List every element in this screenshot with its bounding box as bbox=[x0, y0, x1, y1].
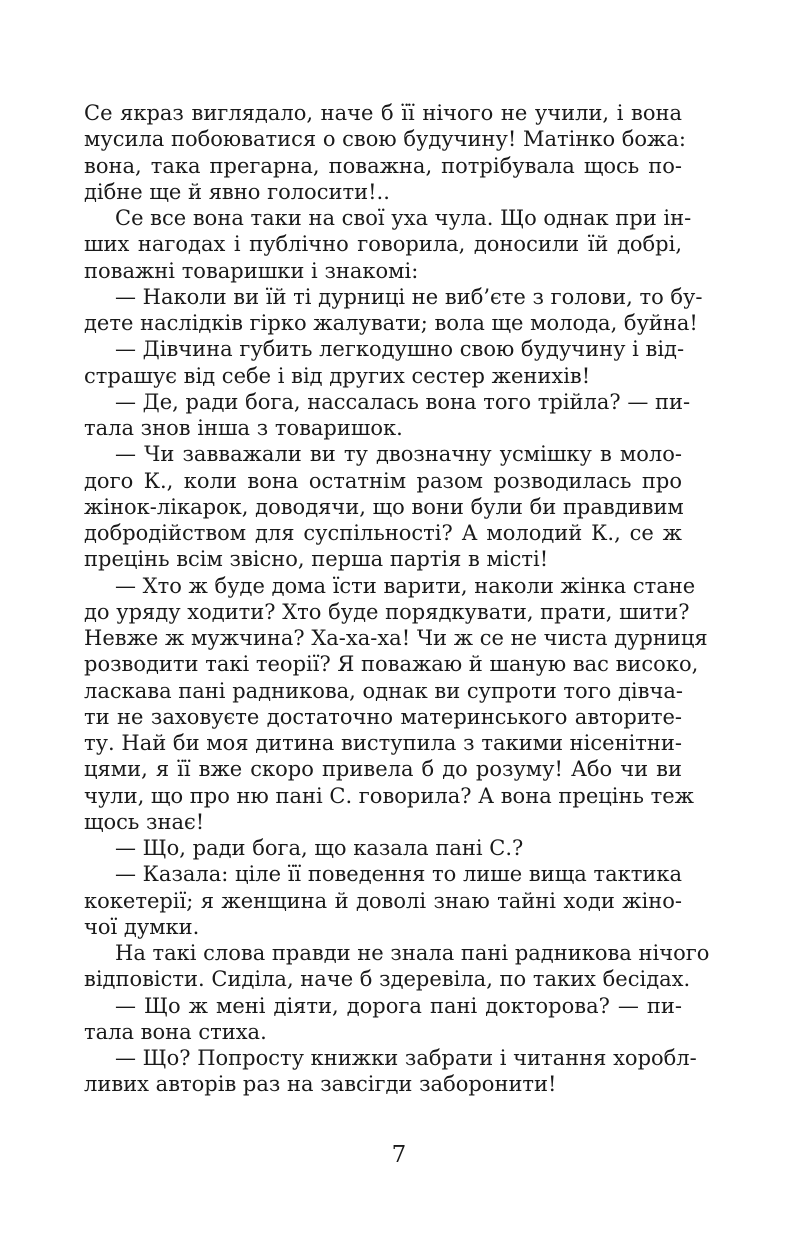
text-line: дібне ще й явно голосити!.. bbox=[84, 179, 390, 204]
text-line: добродійством для суспільності? А молодий К., се ж bbox=[84, 521, 682, 545]
text-line: цями, я її вже скоро привела б до розуму! Або чи ви bbox=[84, 757, 682, 782]
text-line: страшує від себе і від других сестер женихів! bbox=[84, 363, 591, 388]
dialogue-line: — Що? Попросту книжки забрати і читання хоробл- bbox=[115, 1046, 697, 1070]
text-line: ливих авторів раз на завсігди заборонити! bbox=[84, 1072, 557, 1097]
text-line: ласкава пані радникова, однак ви супроти того дівча- bbox=[84, 678, 683, 703]
text-line: до уряду ходити? Хто буде порядкувати, прати, шити? bbox=[84, 599, 690, 624]
text-line: розводити такі теорії? Я поважаю й шаную вас високо, bbox=[84, 652, 699, 677]
paragraph-start-line: На такі слова правди не знала пані радникова нічого bbox=[115, 941, 710, 965]
text-line: щось знає! bbox=[84, 809, 205, 834]
dialogue-line: — Наколи ви їй ті дурниці не виб’єте з голови, то бу- bbox=[115, 284, 703, 309]
text-line: тала знов інша з товаришок. bbox=[84, 416, 403, 440]
text-line: дого К., коли вона остатнім разом розводилась про bbox=[84, 468, 682, 493]
paragraph-start-line: Се все вона таки на свої уха чула. Що однак при ін- bbox=[115, 206, 692, 230]
text-line: дете наслідків гірко жалувати; вола ще молода, буйна! bbox=[84, 311, 698, 335]
dialogue-line: — Що, ради бога, що казала пані С.? bbox=[115, 836, 524, 860]
dialogue-line: — Де, ради бога, нассалась вона того трійла? — пи- bbox=[115, 389, 691, 414]
text-line: ти не заховуєте достаточно материнського авторите- bbox=[84, 704, 682, 729]
text-line: вона, така прегарна, поважна, потрібувала щось по- bbox=[84, 153, 682, 178]
text-line: відповісти. Сиділа, наче б здеревіла, по таких бесідах. bbox=[84, 967, 691, 992]
text-line: ту. Най би моя дитина виступила з такими нісенітни- bbox=[84, 731, 682, 755]
dialogue-line: — Дівчина губить легкодушно свою будучину і від- bbox=[115, 337, 685, 362]
text-line: прецінь всім звісно, перша партія в місті! bbox=[84, 547, 549, 572]
text-line: Невже ж мужчина? Ха-ха-ха! Чи ж се не чиста дурниця bbox=[84, 626, 708, 650]
text-line: чої думки. bbox=[84, 914, 200, 939]
text-line: кокетерії; я женщина й доволі знаю тайні ходи жіно- bbox=[84, 888, 682, 913]
dialogue-line: — Чи завважали ви ту двозначну усмішку в моло- bbox=[115, 442, 682, 467]
dialogue-line: — Казала: ціле її поведення то лише вища тактика bbox=[115, 862, 682, 887]
text-line: жінок-лікарок, доводячи, що вони були би правдивим bbox=[84, 494, 684, 519]
text-line: мусила побоюватися о свою будучину! Матінко божа: bbox=[84, 127, 686, 152]
dialogue-line: — Хто ж буде дома їсти варити, наколи жінка стане bbox=[115, 573, 696, 598]
text-line: тала вона стиха. bbox=[84, 1019, 267, 1044]
text-line: ших нагодах і публічно говорила, доносили їй добрі, bbox=[84, 232, 682, 257]
text-line: поважні товаришки і знакомі: bbox=[84, 258, 419, 283]
text-line: чули, що про ню пані С. говорила? А вона прецінь теж bbox=[84, 783, 694, 808]
dialogue-line: — Що ж мені діяти, дорога пані докторова? — пи- bbox=[115, 993, 682, 1018]
page-number: 7 bbox=[391, 1142, 407, 1168]
text-line: Се якраз виглядало, наче б її нічого не учили, і вона bbox=[84, 101, 682, 125]
body-text bbox=[84, 100, 710, 1098]
